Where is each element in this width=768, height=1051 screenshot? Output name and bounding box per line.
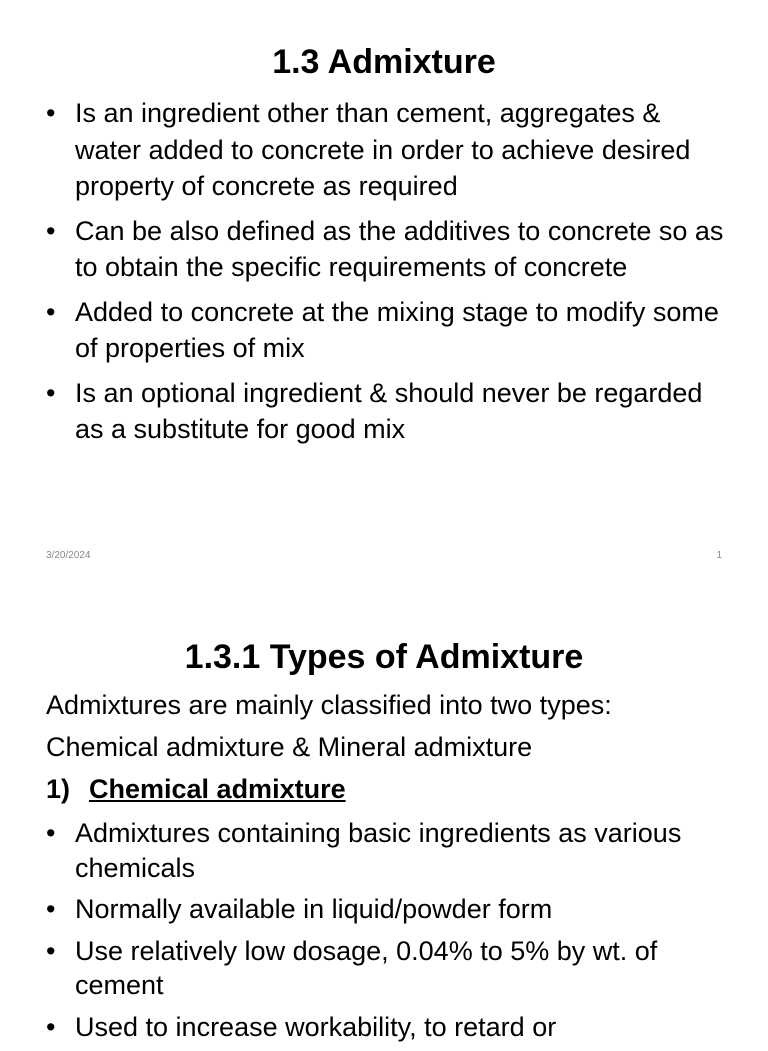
bullet-item: • Can be also defined as the additives to concrete so as to obtain the specific requirements of concrete	[46, 213, 726, 286]
bullet-item: • Is an optional ingredient & should never be regarded as a substitute for good mix	[46, 375, 726, 448]
slide-date: 3/20/2024	[46, 550, 91, 561]
section-heading-text: Chemical admixture	[89, 774, 346, 804]
bullet-item: • Used to increase workability, to retard or	[46, 1010, 726, 1045]
slide-2-title: 1.3.1 Types of Admixture	[184, 638, 584, 676]
section-heading	[46, 772, 346, 806]
slide-1-title: 1.3 Admixture	[272, 43, 496, 81]
section-number: 1)	[46, 774, 71, 804]
bullet-item: • Added to concrete at the mixing stage to modify some of properties of mix	[46, 294, 726, 367]
slide-2-bullet-list	[46, 816, 726, 1051]
bullet-item: • Use relatively low dosage, 0.04% to 5% by wt. of cement	[46, 934, 726, 1003]
slide-number: 1	[716, 550, 722, 561]
bullet-item: • Is an ingredient other than cement, aggregates & water added to concrete in order to achieve desired property of concrete as required	[46, 95, 726, 205]
slide-1-bullet-list	[46, 95, 726, 456]
intro-text: Admixtures are mainly classified into two types:	[46, 690, 612, 720]
bullet-item: • Admixtures containing basic ingredients as various chemicals	[46, 816, 726, 885]
slide-2	[0, 600, 768, 1042]
bullet-item: • Normally available in liquid/powder form	[46, 892, 726, 927]
intro-types-text: Chemical admixture & Mineral admixture	[46, 732, 533, 762]
